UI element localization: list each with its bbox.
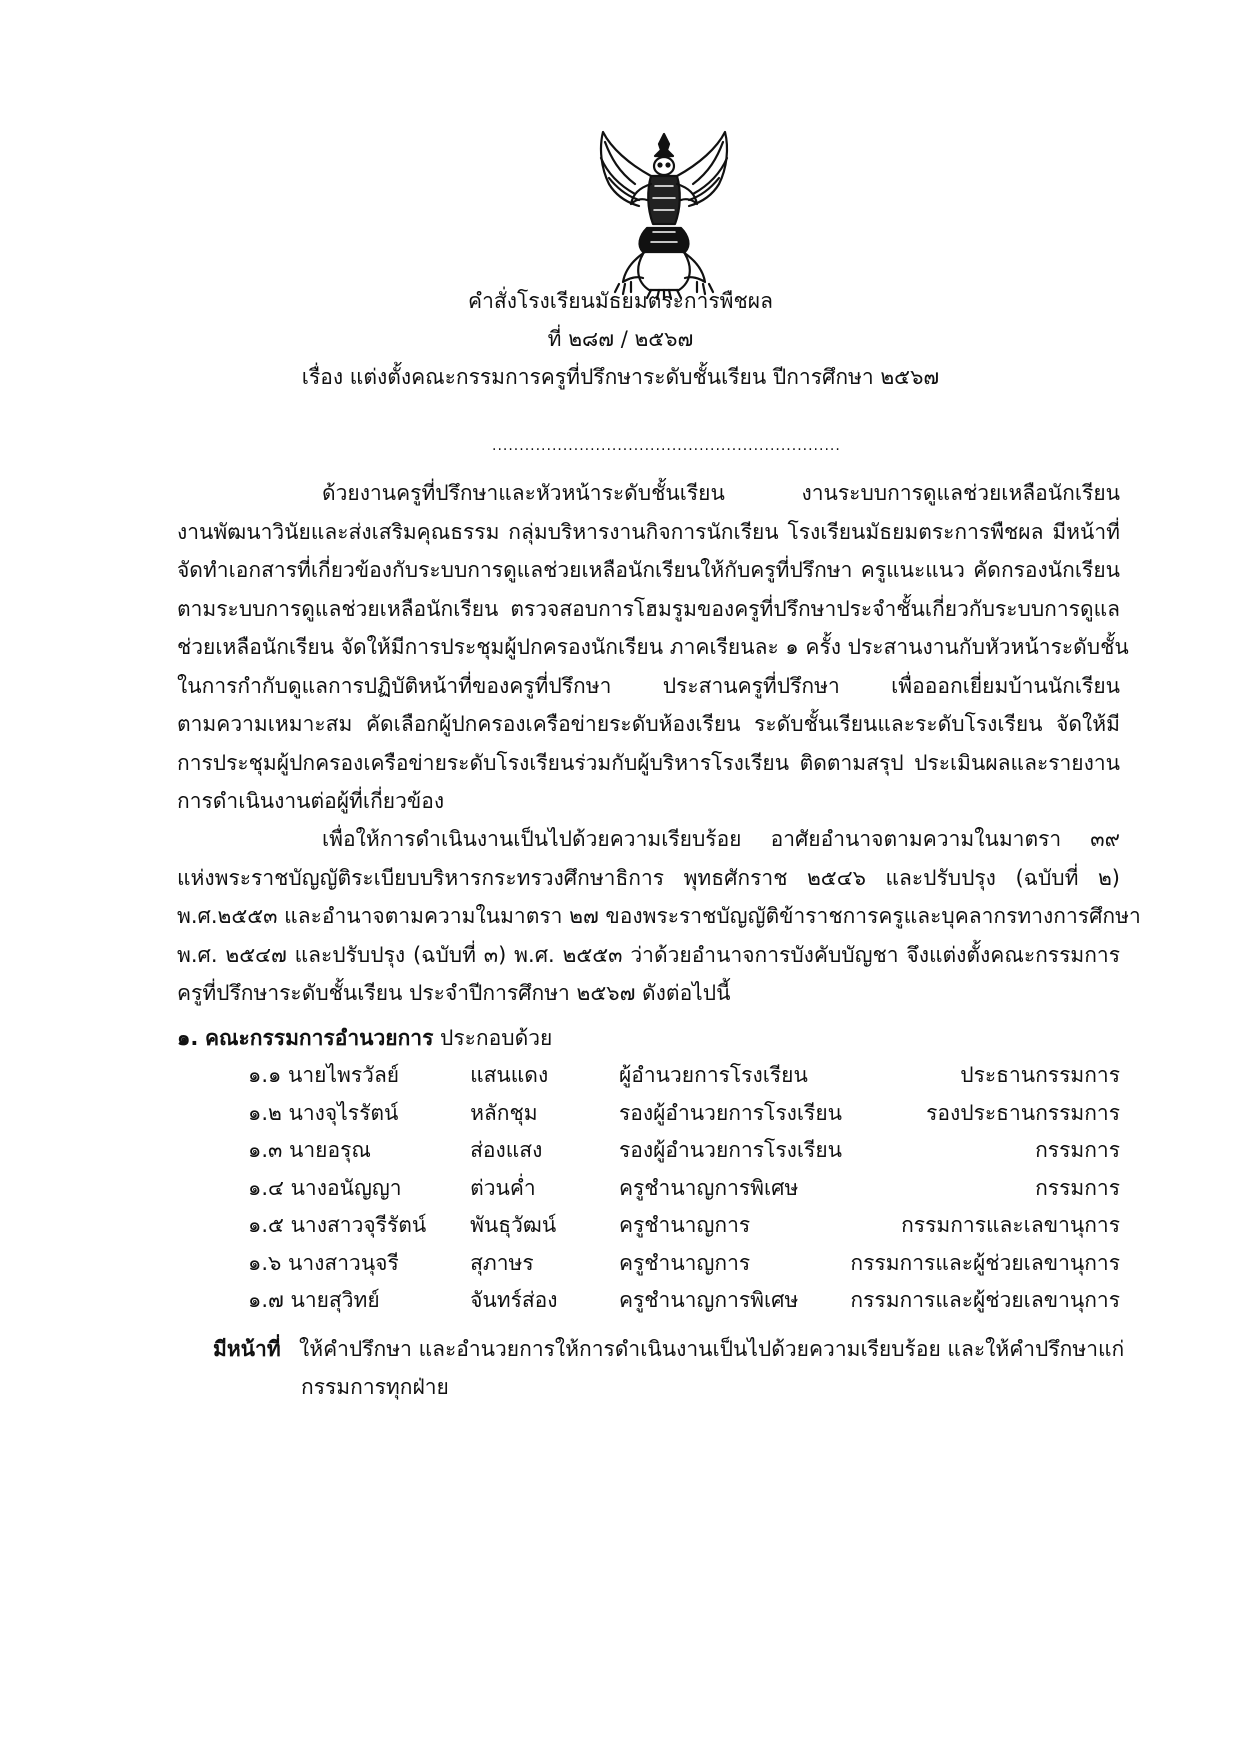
member-role: ประธานกรรมการ — [960, 1063, 1120, 1088]
paragraph-1-line: ด้วยงานครูที่ปรึกษาและหัวหน้าระดับชั้นเรียน งานระบบการดูแลช่วยเหลือนักเรียน — [322, 481, 1120, 505]
paragraph-1-line: ในการกำกับดูแลการปฏิบัติหน้าที่ของครูที่ปรึกษา ประสานครูที่ปรึกษา เพื่อออกเยี่ยมบ้านนักเรียน — [177, 673, 1120, 698]
member-surname: แสนแดง — [470, 1063, 549, 1088]
member-role: กรรมการและเลขานุการ — [901, 1213, 1120, 1238]
member-name: ๑.๒ นางจุไรรัตน์ — [248, 1100, 399, 1125]
duty-line-1: ให้คำปรึกษา และอำนวยการให้การดำเนินงานเป็นไปด้วยความเรียบร้อย และให้คำปรึกษาแก่ — [299, 1337, 1125, 1361]
section-1-title: คณะกรรมการอำนวยการ — [205, 1026, 434, 1050]
paragraph-1-line: การดำเนินงานต่อผู้ที่เกี่ยวข้อง — [177, 789, 445, 813]
member-position: ผู้อำนวยการโรงเรียน — [618, 1063, 808, 1088]
table-row — [248, 1170, 1120, 1208]
duty-line-2: กรรมการทุกฝ่าย — [301, 1375, 449, 1399]
paragraph-2-line: พ.ศ.๒๕๕๓ และอำนาจตามความในมาตรา ๒๗ ของพระราชบัญญัติข้าราชการครูและบุคลากรทางการศึกษา — [177, 904, 1141, 928]
member-name: ๑.๕ นางสาวจุรีรัตน์ — [248, 1213, 427, 1238]
member-position: ครูชำนาญการพิเศษ — [618, 1288, 799, 1313]
paragraph-1-line: งานพัฒนาวินัยและส่งเสริมคุณธรรม กลุ่มบริหารงานกิจการนักเรียน โรงเรียนมัธยมตระการพืชผล มีหน้าที่ — [177, 519, 1120, 544]
garuda-emblem-icon — [589, 128, 739, 300]
section-1-heading — [177, 1023, 552, 1053]
paragraph-2-line: เพื่อให้การดำเนินงานเป็นไปด้วยความเรียบร้อย อาศัยอำนาจตามความในมาตรา ๓๙ — [322, 827, 1120, 851]
order-title: คำสั่งโรงเรียนมัธยมตระการพืชผล — [468, 289, 773, 313]
member-position: ครูชำนาญการ — [618, 1213, 751, 1238]
member-role: กรรมการ — [1035, 1138, 1120, 1163]
member-name: ๑.๖ นางสาวนุจรี — [248, 1250, 399, 1275]
member-role: กรรมการและผู้ช่วยเลขานุการ — [850, 1250, 1120, 1275]
section-1-number: ๑. — [177, 1026, 199, 1050]
member-position: รองผู้อำนวยการโรงเรียน — [618, 1100, 842, 1125]
member-surname: ส่องแสง — [470, 1138, 543, 1163]
duty-label: มีหน้าที่ — [213, 1337, 281, 1361]
member-name: ๑.๑ นายไพรวัลย์ — [248, 1063, 400, 1088]
committee-members-table — [248, 1057, 1120, 1320]
table-row — [248, 1095, 1120, 1133]
member-surname: ต่วนค่ำ — [470, 1175, 536, 1200]
paragraph-2-line: ครูที่ปรึกษาระดับชั้นเรียน ประจำปีการศึกษา ๒๕๖๗ ดังต่อไปนี้ — [177, 981, 731, 1005]
member-surname: พันธุวัฒน์ — [470, 1213, 557, 1238]
table-row — [248, 1132, 1120, 1170]
separator-line: ................................................................ — [492, 438, 841, 454]
member-position: ครูชำนาญการพิเศษ — [618, 1175, 799, 1200]
table-row — [248, 1057, 1120, 1095]
paragraph-1-line: ตามระบบการดูแลช่วยเหลือนักเรียน ตรวจสอบการโฮมรูมของครูที่ปรึกษาประจำชั้นเกี่ยวกับระบบการดูแล — [177, 596, 1120, 621]
order-subject: เรื่อง แต่งตั้งคณะกรรมการครูที่ปรึกษาระดับชั้นเรียน ปีการศึกษา ๒๕๖๗ — [301, 365, 940, 389]
member-name: ๑.๗ นายสุวิทย์ — [248, 1288, 380, 1313]
duty-statement — [213, 1330, 1124, 1406]
paragraph-1-line: ช่วยเหลือนักเรียน จัดให้มีการประชุมผู้ปกครองนักเรียน ภาคเรียนละ ๑ ครั้ง ประสานงานกับหัวหน้าระดับชั้น — [177, 635, 1129, 659]
member-surname: จันทร์ส่อง — [470, 1288, 558, 1313]
table-row — [248, 1245, 1120, 1283]
paragraph-1-line: การประชุมผู้ปกครองเครือข่ายระดับโรงเรียนร่วมกับผู้บริหารโรงเรียน ติดตามสรุป ประเมินผลและรายงาน — [177, 750, 1120, 775]
member-position: ครูชำนาญการ — [618, 1250, 751, 1275]
order-number: ที่ ๒๘๗ / ๒๕๖๗ — [547, 327, 694, 351]
member-position: รองผู้อำนวยการโรงเรียน — [618, 1138, 842, 1163]
member-surname: สุภาษร — [470, 1250, 534, 1275]
paragraph-1-line: จัดทำเอกสารที่เกี่ยวข้องกับระบบการดูแลช่วยเหลือนักเรียนให้กับครูที่ปรึกษา ครูแนะแนว คัดกรองนักเรียน — [177, 558, 1120, 582]
member-name: ๑.๓ นายอรุณ — [248, 1138, 371, 1163]
paragraph-2-line: พ.ศ. ๒๕๔๗ และปรับปรุง (ฉบับที่ ๓) พ.ศ. ๒๕๕๓ ว่าด้วยอำนาจการบังคับบัญชา จึงแต่งตั้งคณะกรรมการ — [177, 942, 1120, 967]
paragraph-1-line: ตามความเหมาะสม คัดเลือกผู้ปกครองเครือข่ายระดับห้องเรียน ระดับชั้นเรียนและระดับโรงเรียน จัดให้มี — [177, 712, 1120, 736]
member-role: กรรมการ — [1035, 1175, 1120, 1200]
table-row — [248, 1282, 1120, 1320]
member-role: กรรมการและผู้ช่วยเลขานุการ — [850, 1288, 1120, 1313]
paragraph-2-line: แห่งพระราชบัญญัติระเบียบบริหารกระทรวงศึกษาธิการ พุทธศักราช ๒๕๔๖ และปรับปรุง (ฉบับที่ ๒) — [177, 865, 1120, 890]
member-surname: หลักชุม — [470, 1100, 538, 1125]
member-role: รองประธานกรรมการ — [926, 1100, 1120, 1125]
table-row — [248, 1207, 1120, 1245]
section-1-suffix: ประกอบด้วย — [440, 1026, 553, 1050]
paragraph-1 — [177, 474, 1129, 821]
member-name: ๑.๔ นางอนัญญา — [248, 1175, 402, 1200]
paragraph-2 — [177, 820, 1141, 1013]
